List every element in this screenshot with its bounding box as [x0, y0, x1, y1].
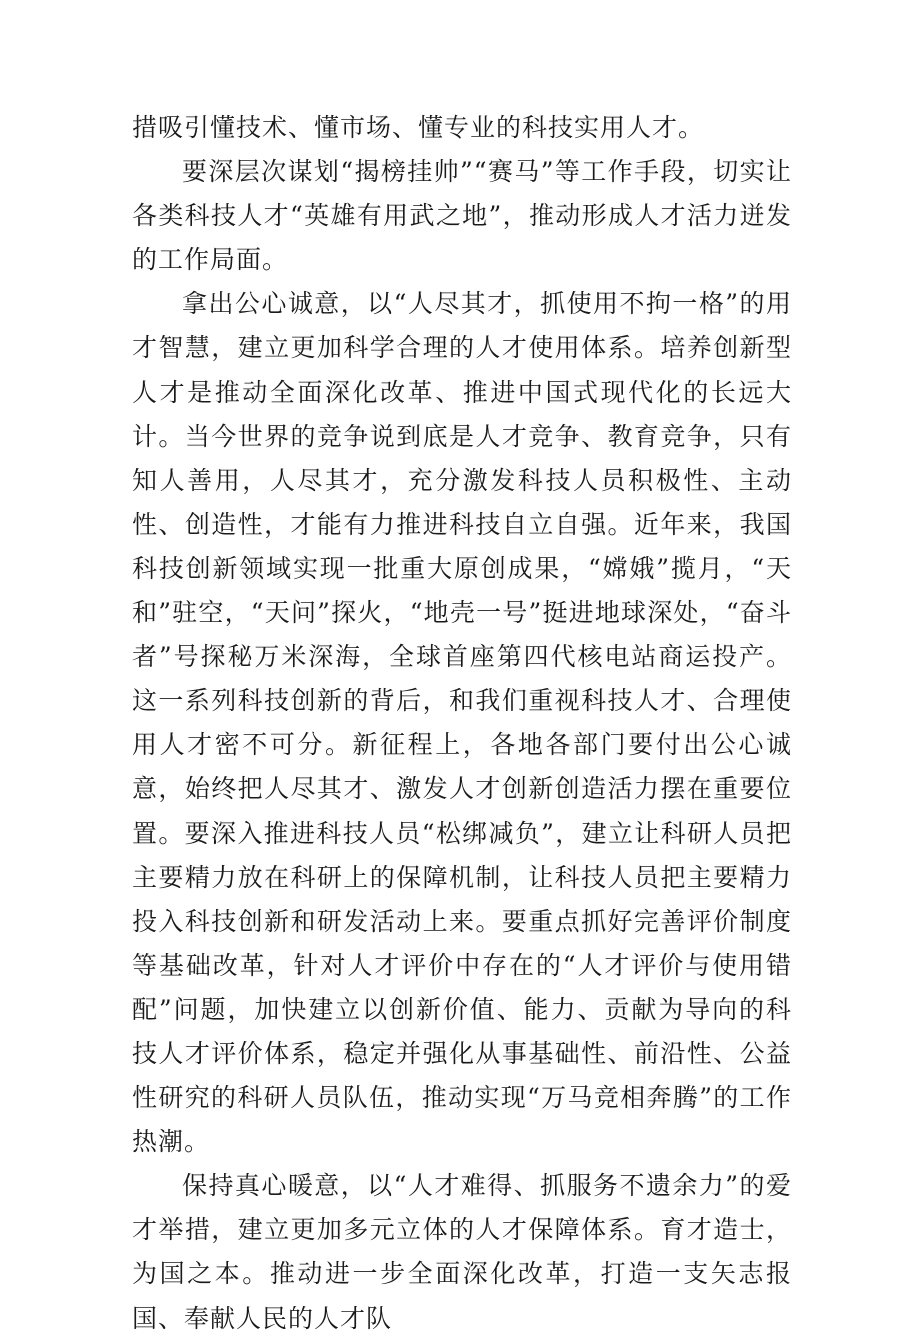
body-text	[132, 106, 792, 1341]
paragraph-talent-support-system: 保持真心暖意，以“人才难得、抓服务不遗余力”的爱才举措，建立更加多元立体的人才保障体系。育才造士，为国之本。推动进一步全面深化改革，打造一支矢志报国、奉献人民的人才队	[132, 1171, 792, 1333]
paragraph-talent-use-system: 拿出公心诚意，以“人尽其才，抓使用不拘一格”的用才智慧，建立更加科学合理的人才使用体系。培养创新型人才是推动全面深化改革、推进中国式现代化的长远大计。当今世界的竞争说到底是人才竞争、教育竞争，只有知人善用，人尽其才，充分激发科技人员积极性、主动性、创造性，才能有力推进科技自立自强。近年来，我国科技创新领域实现一批重大原创成果，“嫦娥”揽月，“天和”驻空，“天问”探火，“地壳一号”挺进地球深处，“奋斗者”号探秘万米深海，全球首座第四代核电站商运投产。这一系列科技创新的背后，和我们重视科技人才、合理使用人才密不可分。新征程上，各地各部门要付出公心诚意，始终把人尽其才、激发人才创新创造活力摆在重要位置。要深入推进科技人员“松绑减负”，建立让科研人员把主要精力放在科研上的保障机制，让科技人员把主要精力投入科技创新和研发活动上来。要重点抓好完善评价制度等基础改革，针对人才评价中存在的“人才评价与使用错配”问题，加快建立以创新价值、能力、贡献为导向的科技人才评价体系，稳定并强化从事基础性、前沿性、公益性研究的科研人员队伍，推动实现“万马竞相奔腾”的工作热潮。	[132, 289, 792, 1157]
paragraph-work-methods: 要深层次谋划“揭榜挂帅”“赛马”等工作手段，切实让各类科技人才“英雄有用武之地”，推动形成人才活力迸发的工作局面。	[132, 157, 792, 275]
paragraph-continuation: 措吸引懂技术、懂市场、懂专业的科技实用人才。	[132, 113, 705, 142]
